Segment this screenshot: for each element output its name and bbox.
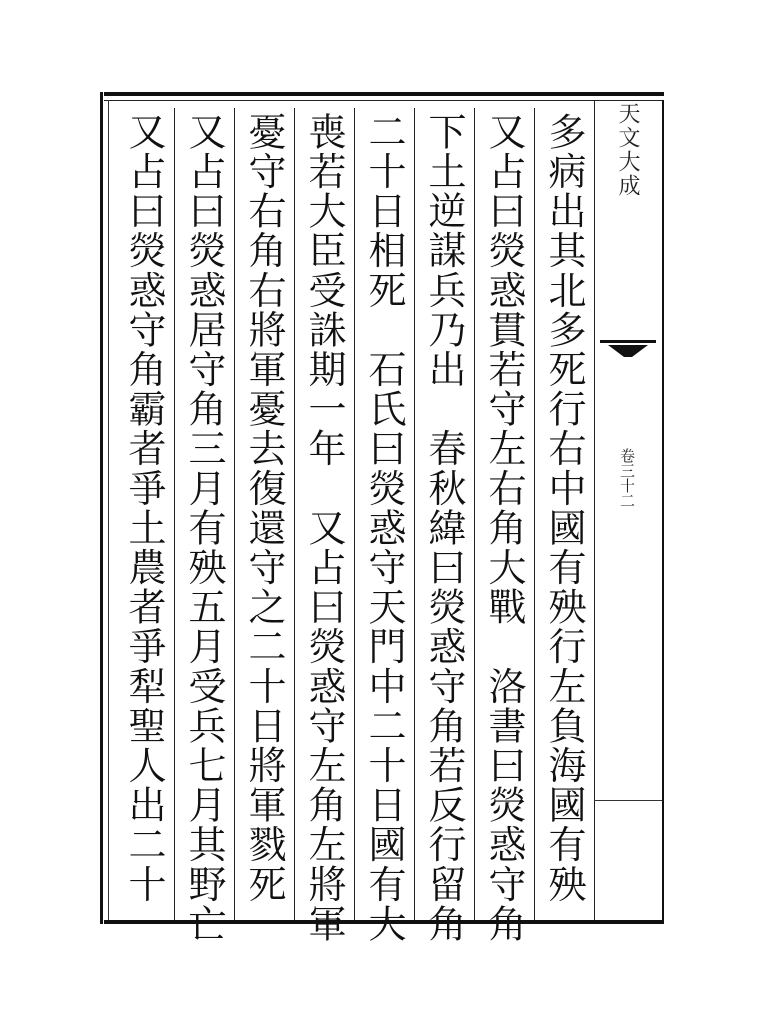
column-rule bbox=[174, 108, 175, 920]
column-text: 又占曰熒惑守角霸者爭土農者爭犁聖人出二十 bbox=[122, 112, 166, 904]
text-column-4 bbox=[354, 108, 414, 944]
column-text: 憂守右角右將軍憂去復還守之二十日將軍戮死 bbox=[242, 112, 286, 904]
column-rule bbox=[414, 108, 415, 920]
column-text: 又占曰熒惑居守角三月有殃五月受兵七月其野亡 bbox=[182, 112, 226, 944]
column-text: 下土逆謀兵乃出 春秋緯曰熒惑守角若反行留角 bbox=[422, 112, 466, 944]
frame-top-border bbox=[104, 92, 664, 96]
margin-bottom-rule bbox=[594, 800, 662, 801]
margin-left-rule bbox=[594, 100, 595, 920]
text-column-1 bbox=[534, 108, 594, 920]
text-column-5 bbox=[294, 108, 354, 944]
frame-left-inner-rule bbox=[108, 100, 109, 920]
column-text: 喪若大臣受誅期一年 又占曰熒惑守左角左將軍 bbox=[302, 112, 346, 944]
text-column-6 bbox=[234, 108, 294, 920]
page-block bbox=[100, 92, 682, 944]
text-column-7 bbox=[174, 108, 234, 944]
column-text: 多病出其北多死行右中國有殃行左負海國有殃 bbox=[542, 112, 586, 904]
frame-top-inner-rule bbox=[104, 100, 664, 101]
text-column-8 bbox=[114, 108, 174, 920]
margin-right-rule bbox=[662, 100, 664, 920]
text-column-2 bbox=[474, 108, 534, 944]
text-body bbox=[114, 108, 594, 944]
column-rule bbox=[474, 108, 475, 920]
margin-book-title: 天文大成 bbox=[615, 102, 640, 198]
column-rule bbox=[234, 108, 235, 920]
column-rule bbox=[534, 108, 535, 920]
text-column-3 bbox=[414, 108, 474, 944]
centre-margin bbox=[594, 100, 664, 920]
column-rule bbox=[294, 108, 295, 920]
column-text: 又占曰熒惑貫若守左右角大戰 洛書曰熒惑守角 bbox=[482, 112, 526, 944]
column-rule bbox=[354, 108, 355, 920]
frame-left-border bbox=[100, 92, 103, 924]
fish-tail-mark-icon bbox=[600, 340, 656, 365]
margin-volume-label: 卷三十二 bbox=[618, 448, 636, 508]
column-text: 二十日相死 石氏曰熒惑守天門中二十日國有大 bbox=[362, 112, 406, 944]
